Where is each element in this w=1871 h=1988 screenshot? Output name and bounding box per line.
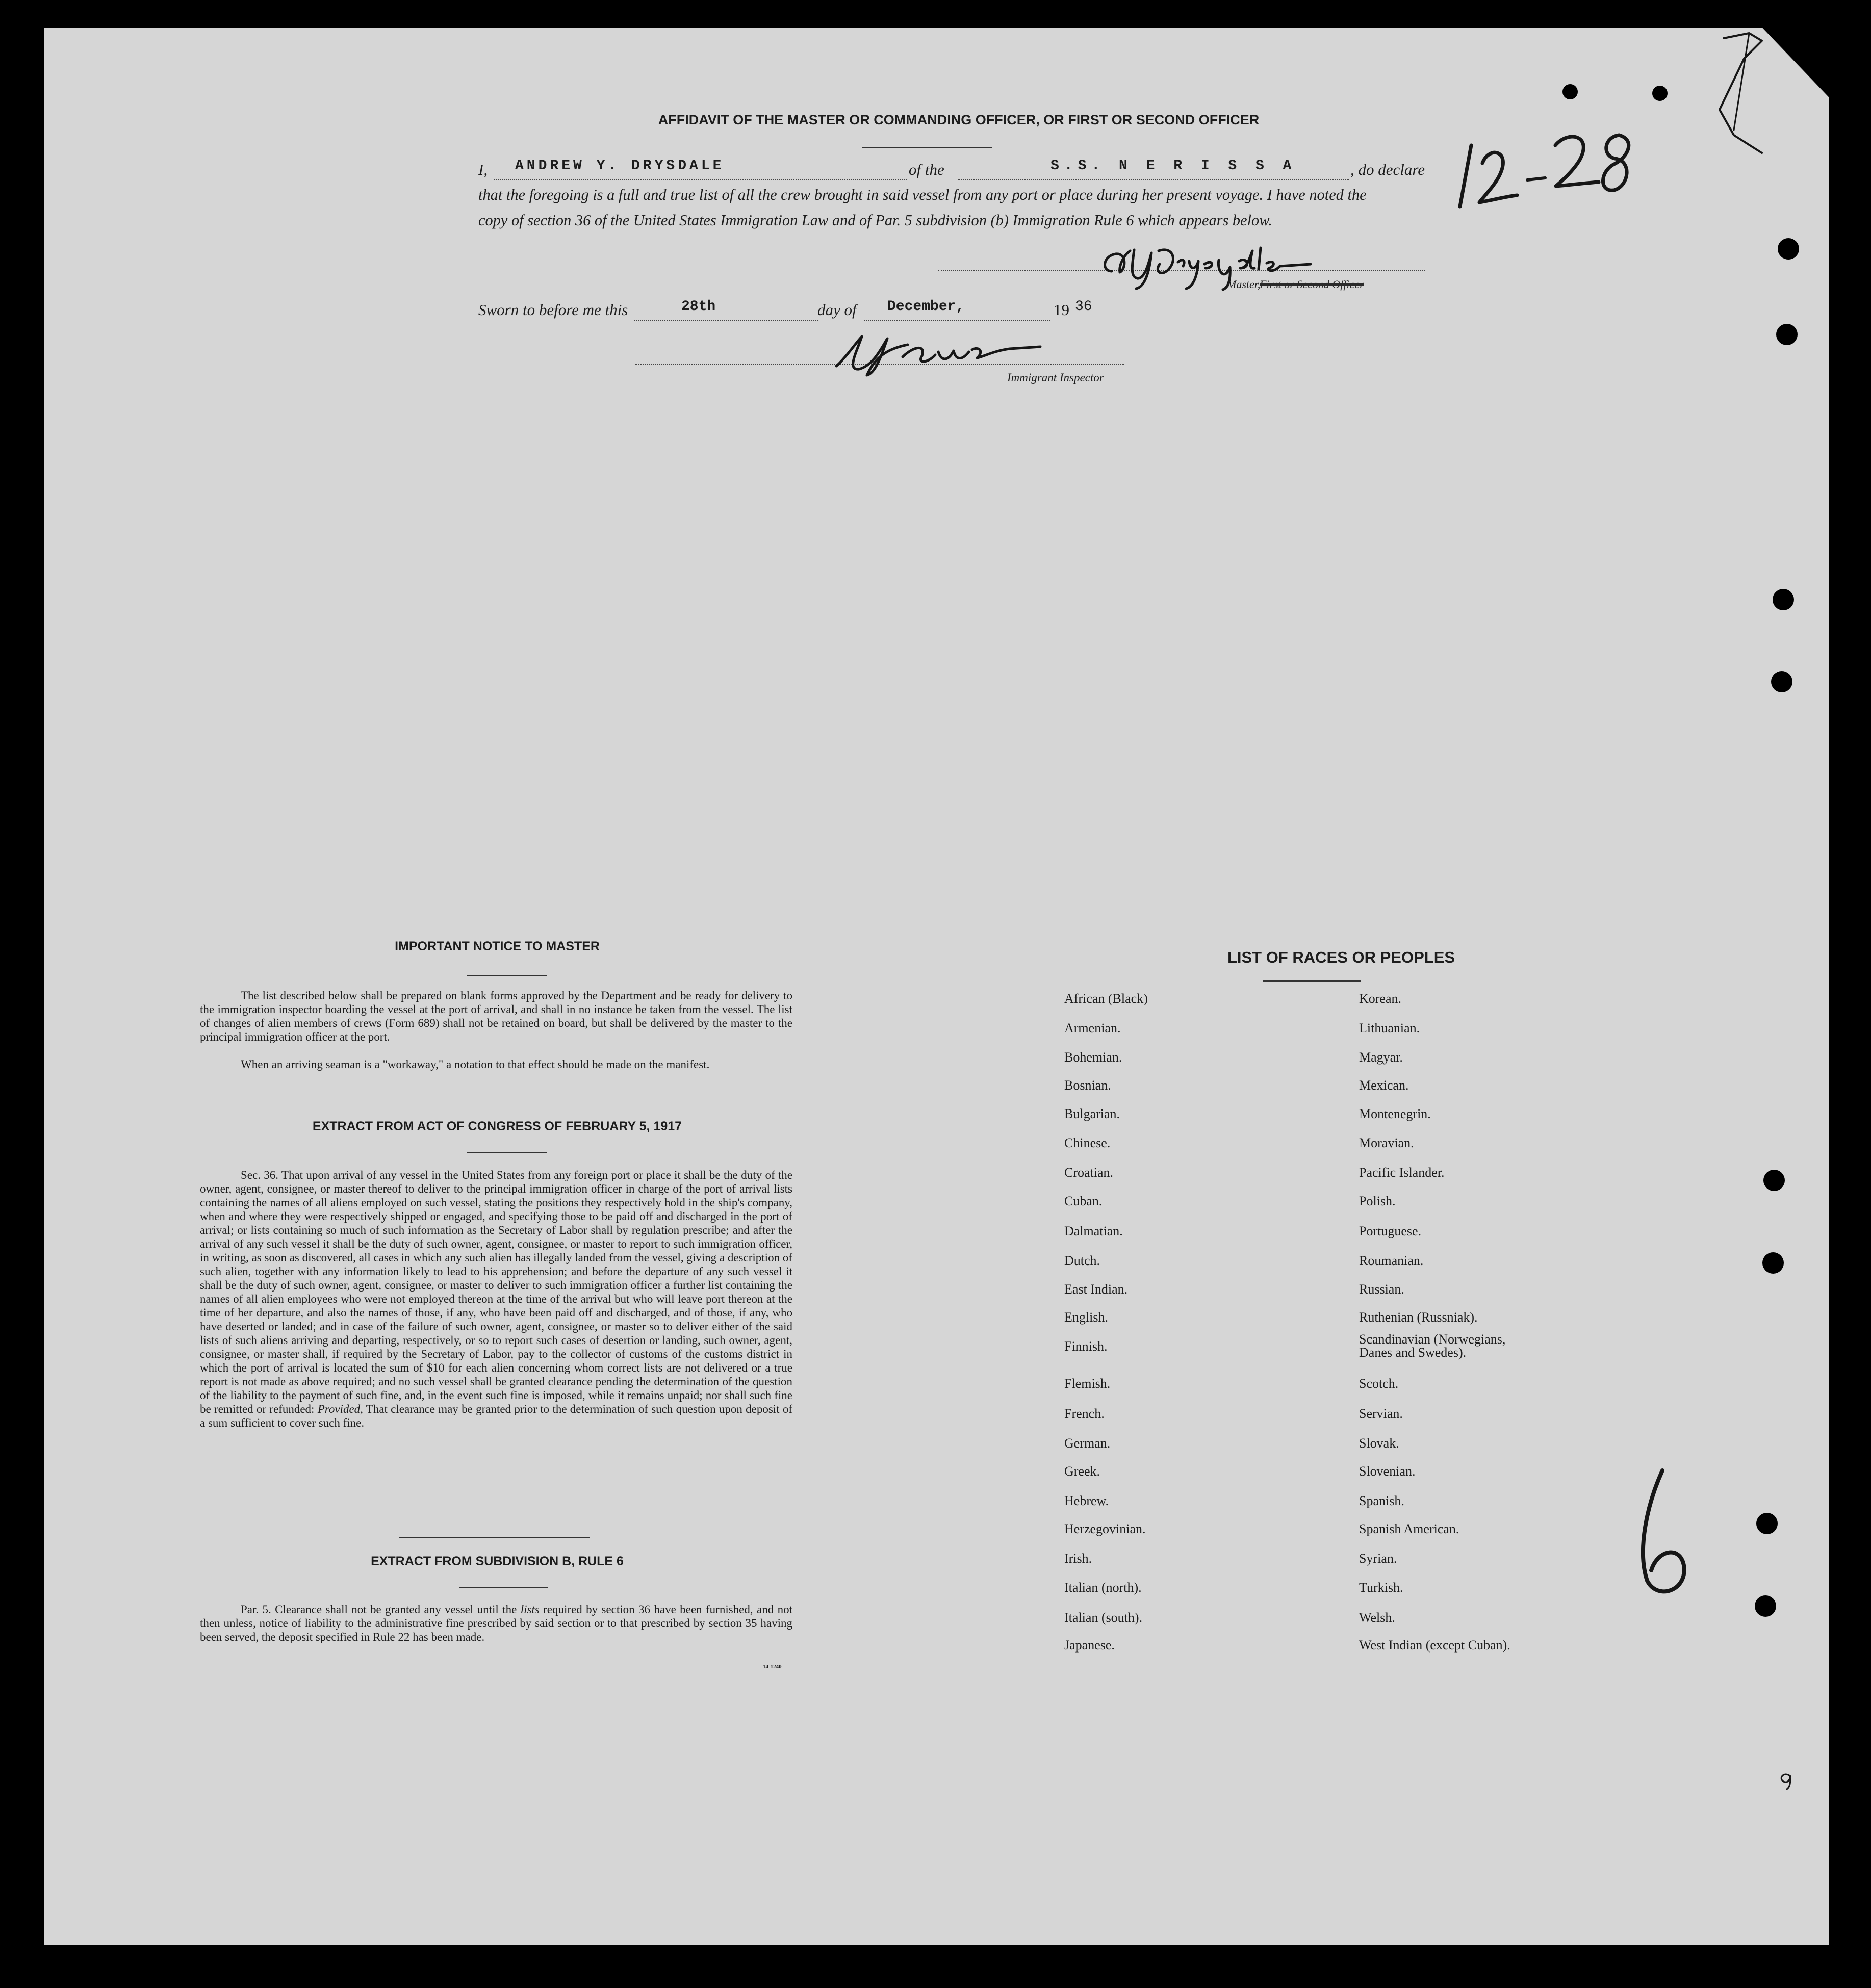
race-item-left: Bohemian. bbox=[1064, 1050, 1122, 1065]
sworn-day-field bbox=[634, 300, 818, 321]
race-item-left: Irish. bbox=[1064, 1551, 1092, 1566]
form-number: 14-1240 bbox=[763, 1664, 782, 1670]
race-item-right: Lithuanian. bbox=[1359, 1021, 1420, 1036]
act-extract-title: EXTRACT FROM ACT OF CONGRESS OF FEBRUARY 5, 1917 bbox=[312, 1119, 682, 1133]
punch-hole bbox=[1762, 1252, 1784, 1274]
corner-fold-mark bbox=[1713, 28, 1836, 191]
race-item-right: West Indian (except Cuban). bbox=[1359, 1638, 1510, 1653]
affidavit-line-3: copy of section 36 of the United States Immigration Law and of Par. 5 subdivision (b) Immigration Rule 6 which appears below. bbox=[478, 212, 1272, 229]
race-item-left: Croatian. bbox=[1064, 1165, 1114, 1180]
notice-paragraph-2: When an arriving seaman is a "workaway," a notation to that effect should be made on the manifest. bbox=[241, 1058, 710, 1071]
notice-paragraph-1: The list described below shall be prepared on blank forms approved by the Department and be ready for delivery to the immigration inspector boarding the vessel at the port of arrival, and shall in no instance be taken from the vessel. The list of changes of alien members of crews (Form 689) shall not be retained on board, but shall be delivered by the master to the principal immigration officer at the port. bbox=[200, 989, 792, 1043]
race-item-right: Syrian. bbox=[1359, 1551, 1397, 1566]
handwritten-page-number bbox=[1627, 1463, 1703, 1606]
inspector-label: Immigrant Inspector bbox=[1007, 371, 1104, 384]
race-item-left: Japanese. bbox=[1064, 1638, 1115, 1653]
race-item-right: Spanish American. bbox=[1359, 1521, 1459, 1536]
year-prefix: 19 bbox=[1054, 301, 1069, 319]
race-item-left: Herzegovinian. bbox=[1064, 1521, 1146, 1536]
punch-hole bbox=[1763, 1170, 1785, 1191]
punch-hole bbox=[1755, 1595, 1776, 1617]
do-declare-label: , do declare bbox=[1350, 161, 1425, 178]
race-item-right: Scandinavian (Norwegians, Danes and Swedes). bbox=[1359, 1332, 1506, 1360]
race-item-right: Turkish. bbox=[1359, 1580, 1403, 1595]
act-rule bbox=[467, 1152, 547, 1153]
punch-hole bbox=[1756, 1513, 1778, 1534]
race-item-left: Armenian. bbox=[1064, 1021, 1121, 1036]
inspector-signature bbox=[826, 326, 1050, 377]
race-item-right: Portuguese. bbox=[1359, 1224, 1422, 1238]
punch-hole bbox=[1778, 238, 1799, 260]
rule-title-rule bbox=[459, 1587, 548, 1588]
race-item-right: Korean. bbox=[1359, 991, 1402, 1006]
race-item-right: Welsh. bbox=[1359, 1610, 1395, 1625]
race-item-left: Chinese. bbox=[1064, 1135, 1111, 1150]
punch-hole bbox=[1652, 86, 1668, 101]
race-item-left: Bosnian. bbox=[1064, 1078, 1111, 1093]
race-item-left: Hebrew. bbox=[1064, 1493, 1109, 1508]
race-item-right: Scotch. bbox=[1359, 1376, 1399, 1391]
affidavit-line-2: that the foregoing is a full and true list of all the crew brought in said vessel from any port or place during her present voyage. I have noted the bbox=[478, 186, 1367, 203]
day-of-label: day of bbox=[817, 301, 857, 319]
race-item-right: Ruthenian (Russniak). bbox=[1359, 1310, 1478, 1325]
race-item-right: Roumanian. bbox=[1359, 1253, 1424, 1268]
struck-officer-title: First or Second Officer bbox=[1260, 278, 1364, 291]
master-label: Master, bbox=[1227, 278, 1261, 291]
sworn-month: December, bbox=[887, 299, 965, 315]
race-item-left: Dalmatian. bbox=[1064, 1224, 1123, 1238]
race-item-right: Spanish. bbox=[1359, 1493, 1404, 1508]
race-item-left: African (Black) bbox=[1064, 991, 1148, 1006]
race-item-left: Finnish. bbox=[1064, 1339, 1108, 1354]
race-item-left: Greek. bbox=[1064, 1464, 1100, 1479]
sworn-year: 36 bbox=[1075, 299, 1092, 315]
punch-hole bbox=[1771, 671, 1792, 692]
race-item-left: Flemish. bbox=[1064, 1376, 1111, 1391]
race-item-right: Magyar. bbox=[1359, 1050, 1403, 1065]
race-item-right: Slovenian. bbox=[1359, 1464, 1416, 1479]
handwritten-corner-number bbox=[1451, 115, 1645, 217]
affidavit-title: AFFIDAVIT OF THE MASTER OR COMMANDING OFFICER, OR FIRST OR SECOND OFFICER bbox=[658, 112, 1260, 127]
races-title: LIST OF RACES OR PEOPLES bbox=[1227, 948, 1455, 966]
race-item-left: Bulgarian. bbox=[1064, 1106, 1120, 1121]
race-item-right: Moravian. bbox=[1359, 1135, 1414, 1150]
title-rule bbox=[862, 147, 992, 148]
race-item-right: Russian. bbox=[1359, 1282, 1404, 1297]
race-item-left: Italian (north). bbox=[1064, 1580, 1142, 1595]
master-name: ANDREW Y. DRYSDALE bbox=[515, 158, 725, 174]
race-item-left: Dutch. bbox=[1064, 1253, 1100, 1268]
punch-hole bbox=[1773, 589, 1794, 610]
rule-separator bbox=[399, 1537, 590, 1538]
handwritten-corner-mark bbox=[1773, 1767, 1798, 1792]
race-item-right: Slovak. bbox=[1359, 1436, 1399, 1451]
race-item-right: Pacific Islander. bbox=[1359, 1165, 1445, 1180]
sworn-label: Sworn to before me this bbox=[478, 301, 628, 319]
race-item-left: German. bbox=[1064, 1436, 1111, 1451]
race-item-right: Mexican. bbox=[1359, 1078, 1409, 1093]
punch-hole bbox=[1562, 84, 1578, 99]
race-item-right: Polish. bbox=[1359, 1194, 1396, 1208]
of-the-label: of the bbox=[909, 161, 944, 178]
race-item-right: Montenegrin. bbox=[1359, 1106, 1431, 1121]
race-item-left: East Indian. bbox=[1064, 1282, 1128, 1297]
punch-hole bbox=[1776, 324, 1798, 345]
sworn-day: 28th bbox=[681, 299, 716, 315]
vessel-name: S.S. N E R I S S A bbox=[1050, 158, 1297, 174]
race-item-right: Servian. bbox=[1359, 1406, 1403, 1421]
rule-extract-title: EXTRACT FROM SUBDIVISION B, RULE 6 bbox=[371, 1554, 624, 1568]
notice-rule bbox=[467, 975, 547, 976]
race-item-left: Italian (south). bbox=[1064, 1610, 1143, 1625]
par-5-text: Par. 5. Clearance shall not be granted any vessel until the lists required by section 36 have been furnished, and not then unless, notice of liability to the administrative fine prescribed by said section or to that prescribed by section 35 having been served, the deposit specified in Rule 22 has been made. bbox=[200, 1603, 792, 1643]
section-36-text: Sec. 36. That upon arrival of any vessel in the United States from any foreign port or place it shall be the duty of the owner, agent, consignee, or master thereof to deliver to the principal immigration officer in charge of the port of arrival lists containing the names of all aliens employed on such vessel, stating the positions they respectively hold in the ship's company, when and where they were respectively shipped or engaged, and specifying those to be paid off and discharged in the port of arrival; or lists containing so much of such information as the Secretary of Labor shall by regulation prescribe; and after the arrival of any such vessel it shall be the duty of such owner, agent, consignee, or master to report to such immigration officer, in writing, as soon as discovered, all cases in which any such alien has illegally landed from the vessel, giving a description of such alien, together with any information likely to lead to his apprehension; and before the departure of any such vessel it shall be the duty of such owner, agent, consignee, or master to deliver to such immigration officer a further list containing the names of all alien employees who were not employed thereon at the time of the arrival but who will leave port thereon at the time of her departure, and also the names of those, if any, who have been paid off and discharged, and of those, if any, who have deserted or landed; and in case of the failure of such owner, agent, consignee, or master so to deliver either of the said lists of such aliens arriving and departing, respectively, or so to report such cases of desertion or landing, such owner, agent, consignee, or master shall, if required by the Secretary of Labor, pay to the collector of customs of the customs district in which the port of arrival is located the sum of $10 for each alien concerning whom correct lists are not delivered or a true report is not made as above required; and no such vessel shall be granted clearance pending the determination of the question of the liability to the payment of such fine, and, in the event such fine is imposed, while it remains unpaid; nor shall such fine be remitted or refunded: Provided, That clearance may be granted prior to the determination of such question upon deposit of a sum sufficient to cover such fine. bbox=[200, 1169, 792, 1429]
notice-title: IMPORTANT NOTICE TO MASTER bbox=[395, 939, 600, 953]
race-item-left: Cuban. bbox=[1064, 1194, 1103, 1208]
races-rule bbox=[1263, 980, 1361, 982]
race-item-left: French. bbox=[1064, 1406, 1105, 1421]
i-label: I, bbox=[478, 161, 488, 178]
race-item-left: English. bbox=[1064, 1310, 1108, 1325]
